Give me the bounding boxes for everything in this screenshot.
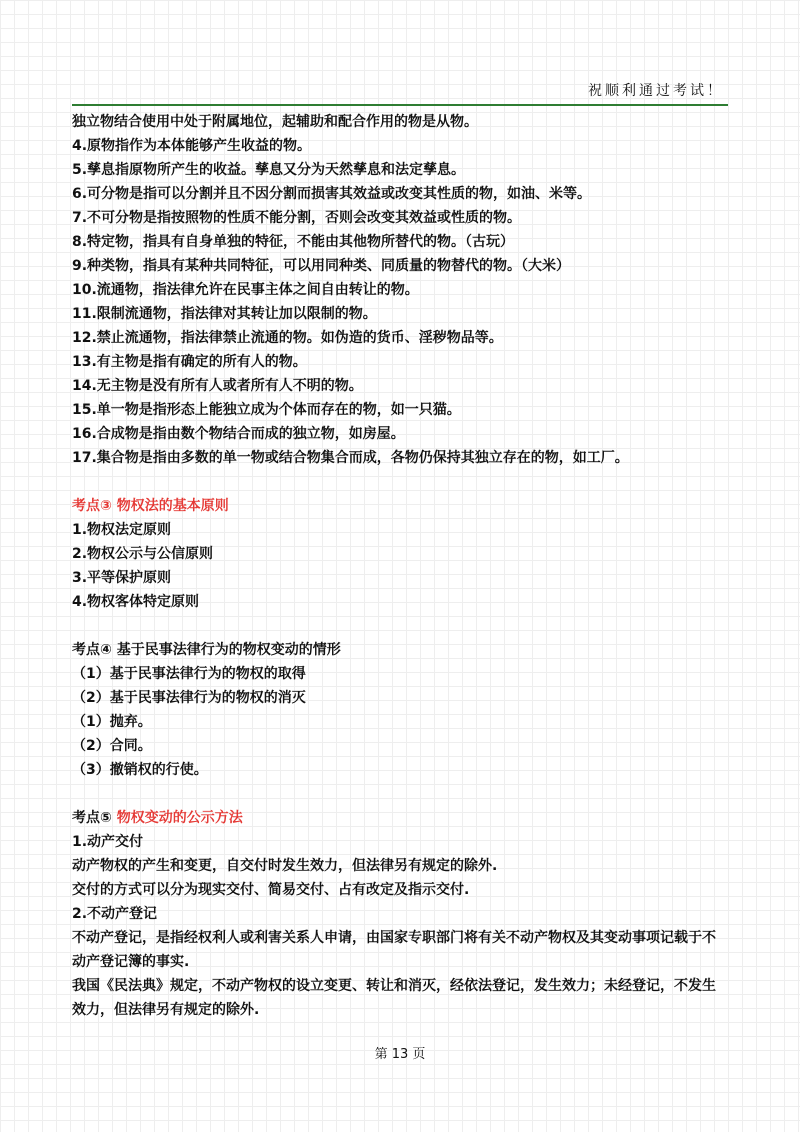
definition-item: 16.合成物是指由数个物结合而成的独立物，如房屋。 <box>72 426 405 442</box>
intro-line: 独立物结合使用中处于附属地位，起辅助和配合作用的物是从物。 <box>72 114 478 130</box>
definition-item: 10.流通物，指法律允许在民事主体之间自由转让的物。 <box>72 282 419 298</box>
definition-item: 4.原物指作为本体能够产生收益的物。 <box>72 138 312 154</box>
definition-item: 14.无主物是没有所有人或者所有人不明的物。 <box>72 378 363 394</box>
section3-item: 3.平等保护原则 <box>72 570 172 586</box>
section5-title-highlight: 物权变动的公示方法 <box>116 810 243 826</box>
section5-title <box>72 806 728 830</box>
section3-item: 1.物权法定原则 <box>72 522 172 538</box>
section5-line: 动产物权的产生和变更，自交付时发生效力，但法律另有规定的除外. <box>72 858 498 874</box>
document-body <box>72 110 728 1022</box>
section5-line: 交付的方式可以分为现实交付、简易交付、占有改定及指示交付. <box>72 882 470 898</box>
definition-item: 15.单一物是指形态上能独立成为个体而存在的物，如一只猫。 <box>72 402 461 418</box>
header-tagline: 祝顺利通过考试！ <box>588 83 724 99</box>
section5-line: 不动产登记，是指经权利人或利害关系人申请，由国家专职部门将有关不动产物权及其变动事项记载于不动产登记簿的事实. <box>72 930 716 970</box>
section4-item: （3）撤销权的行使。 <box>72 762 208 778</box>
section4-title: 考点④ 基于民事法律行为的物权变动的情形 <box>72 642 341 658</box>
section5-line: 我国《民法典》规定，不动产物权的设立变更、转让和消灭，经依法登记，发生效力；未经登记，不发生效力，但法律另有规定的除外. <box>72 978 716 1018</box>
section4-item: （1）基于民事法律行为的物权的取得 <box>72 666 306 682</box>
definition-item: 12.禁止流通物，指法律禁止流通的物。如伪造的货币、淫秽物品等。 <box>72 330 503 346</box>
definition-item: 13.有主物是指有确定的所有人的物。 <box>72 354 307 370</box>
section4-item: （2）基于民事法律行为的物权的消灭 <box>72 690 306 706</box>
definition-item: 17.集合物是指由多数的单一物或结合物集合而成，各物仍保持其独立存在的物，如工厂。 <box>72 450 629 466</box>
section5-title-prefix: 考点⑤ <box>72 810 117 826</box>
section4-item: （1）抛弃。 <box>72 714 152 730</box>
definition-item: 8.特定物，指具有自身单独的特征，不能由其他物所替代的物。（古玩） <box>72 234 515 250</box>
section5-line: 1.动产交付 <box>72 834 144 850</box>
definition-item: 9.种类物，指具有某种共同特征，可以用同种类、同质量的物替代的物。（大米） <box>72 258 571 274</box>
section4-item: （2）合同。 <box>72 738 152 754</box>
page-number: 第 13 页 <box>374 1047 426 1062</box>
definition-item: 7.不可分物是指按照物的性质不能分割，否则会改变其效益或性质的物。 <box>72 210 522 226</box>
section3-title: 考点③ 物权法的基本原则 <box>72 498 229 514</box>
definition-item: 6.可分物是指可以分割并且不因分割而损害其效益或改变其性质的物，如油、米等。 <box>72 186 592 202</box>
section3-item: 2.物权公示与公信原则 <box>72 546 214 562</box>
section3-item: 4.物权客体特定原则 <box>72 594 200 610</box>
section5-line: 2.不动产登记 <box>72 906 158 922</box>
definition-item: 11.限制流通物，指法律对其转让加以限制的物。 <box>72 306 377 322</box>
definition-item: 5.孳息指原物所产生的收益。孳息又分为天然孳息和法定孳息。 <box>72 162 466 178</box>
page-header <box>72 80 728 106</box>
